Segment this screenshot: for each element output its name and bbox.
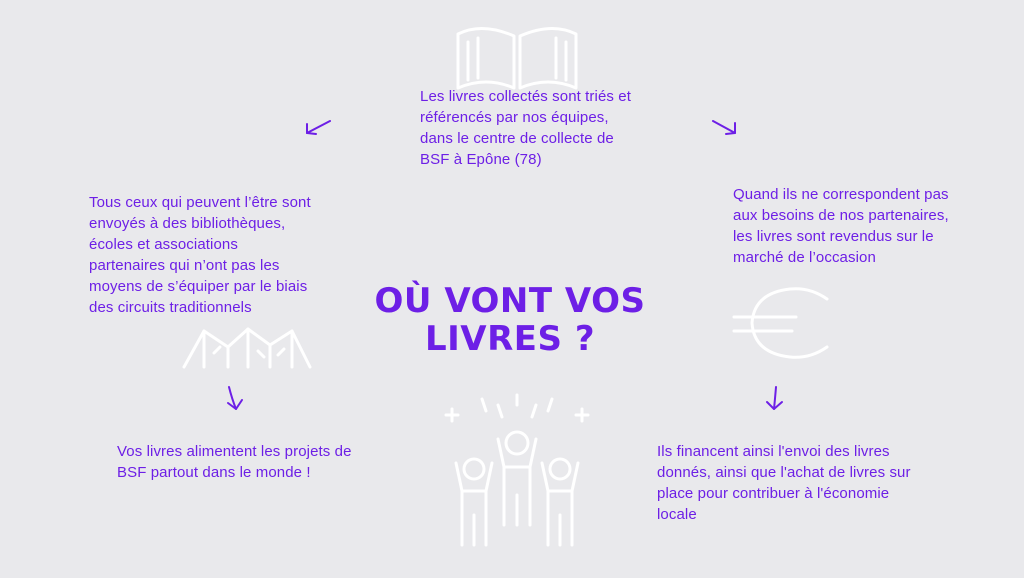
euro-icon <box>732 285 842 360</box>
arrow-to-resale <box>710 118 740 138</box>
arrow-to-projects <box>224 385 246 413</box>
step-collect-text: Les livres collectés sont triés et référencés par nos équipes, dans le centre de collecte de BSF à Epône (78) <box>420 88 631 168</box>
world-map-icon <box>180 325 315 370</box>
open-book-icon <box>452 22 582 92</box>
arrow-to-partners <box>303 118 333 138</box>
step-partners-text: Tous ceux qui peuvent l’être sont envoyés à des bibliothèques, écoles et associations partenaires qui n’ont pas les moyens de s’équiper par le biais des circuits traditionnels <box>89 194 311 316</box>
diagram-title <box>360 282 660 358</box>
title-line-2: LIVRES ? <box>424 319 596 359</box>
celebrating-people-icon <box>442 395 592 575</box>
step-financing-text: Ils financent ainsi l'envoi des livres donnés, ainsi que l'achat de livres sur place pour contribuer à l'économie locale <box>657 443 911 523</box>
step-projects-text: Vos livres alimentent les projets de BSF partout dans le monde ! <box>117 443 352 481</box>
arrow-to-financing <box>764 385 786 413</box>
title-line-1: OÙ VONT VOS <box>374 281 646 321</box>
step-resale-text: Quand ils ne correspondent pas aux besoins de nos partenaires, les livres sont revendus sur le marché de l’occasion <box>733 186 949 266</box>
